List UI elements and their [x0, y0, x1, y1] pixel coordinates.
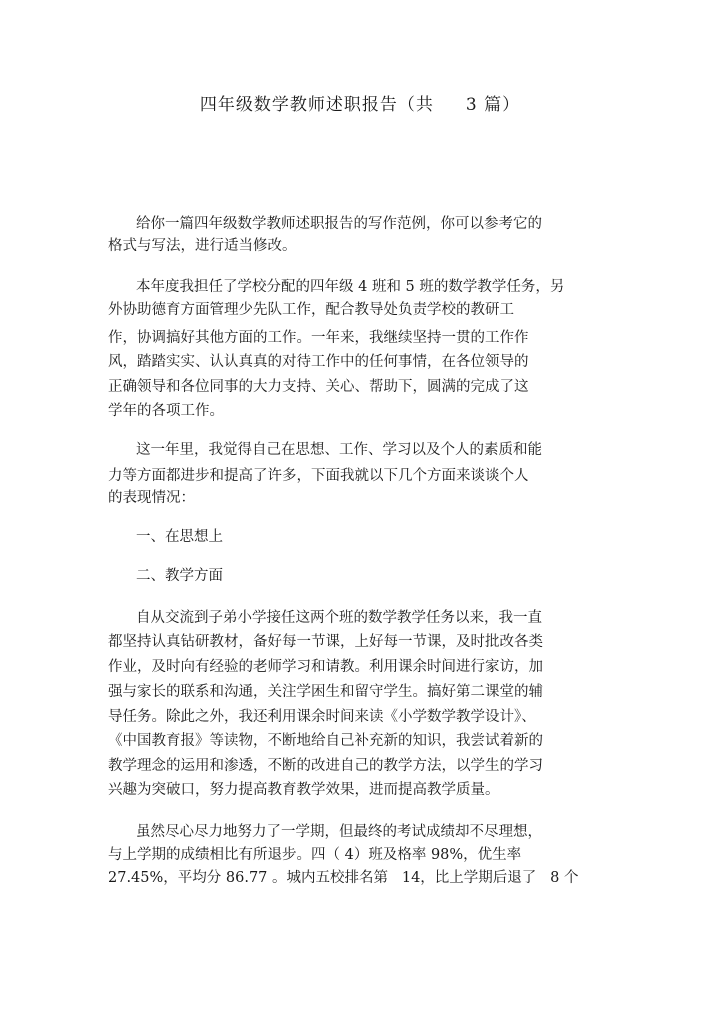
- paragraph-line: 导任务。除此之外，我还利用课余时间来读《小学数学教学设计》、: [108, 709, 536, 725]
- paragraph-line: 强与家长的联系和沟通，关注学困生和留守学生。搞好第二课堂的辅: [108, 684, 543, 700]
- paragraph-line: 的表现情况：: [108, 490, 195, 506]
- paragraph-line: 外协助德育方面管理少先队工作，配合教导处负责学校的教研工: [108, 302, 514, 318]
- paragraph-line: 给你一篇四年级数学教师述职报告的写作范例，你可以参考它的: [136, 216, 542, 232]
- document-title: 四年级数学教师述职报告（共 3 篇）: [199, 95, 521, 115]
- paragraph-line: 格式与写法，进行适当修改。: [108, 238, 297, 254]
- section-heading: 二、教学方面: [136, 568, 223, 584]
- paragraph-line: 力等方面都进步和提高了许多，下面我就以下几个方面来谈谈个人: [108, 468, 529, 484]
- paragraph-line: 这一年里，我觉得自己在思想、工作、学习以及个人的素质和能: [136, 442, 542, 458]
- paragraph-line: 自从交流到子弟小学接任这两个班的数学教学任务以来，我一直: [136, 610, 542, 626]
- paragraph-line: 都坚持认真钻研教材，备好每一节课，上好每一节课，及时批改各类: [108, 634, 543, 650]
- paragraph-line: 正确领导和各位同事的大力支持、关心、帮助下，圆满的完成了这: [108, 379, 529, 395]
- paragraph-line: 作业，及时向有经验的老师学习和请教。利用课余时间进行家访，加: [108, 659, 543, 675]
- paragraph-line: 本年度我担任了学校分配的四年级 4 班和 5 班的数学教学任务，另: [136, 279, 565, 295]
- paragraph-line: 与上学期的成绩相比有所退步。四（ 4）班及格率 98%，优生率: [108, 847, 522, 863]
- paragraph-line: 《中国教育报》等读物，不断地给自己补充新的知识，我尝试着新的: [108, 733, 543, 749]
- paragraph-line: 学年的各项工作。: [108, 403, 224, 419]
- section-heading: 一、在思想上: [136, 529, 223, 545]
- paragraph-line: 27.45%，平均分 86.77 。城内五校排名第 14，比上学期后退了 8 个: [108, 870, 579, 886]
- paragraph-line: 风，踏踏实实、认认真真的对待工作中的任何事情，在各位领导的: [108, 354, 529, 370]
- paragraph-line: 虽然尽心尽力地努力了一学期，但最终的考试成绩却不尽理想，: [136, 824, 542, 840]
- paragraph-line: 教学理念的运用和渗透，不断的改进自己的教学方法，以学生的学习: [108, 758, 543, 774]
- paragraph-line: 兴趣为突破口，努力提高教育教学效果，进而提高教学质量。: [108, 782, 500, 798]
- paragraph-line: 作，协调搞好其他方面的工作。一年来，我继续坚持一贯的工作作: [108, 330, 529, 346]
